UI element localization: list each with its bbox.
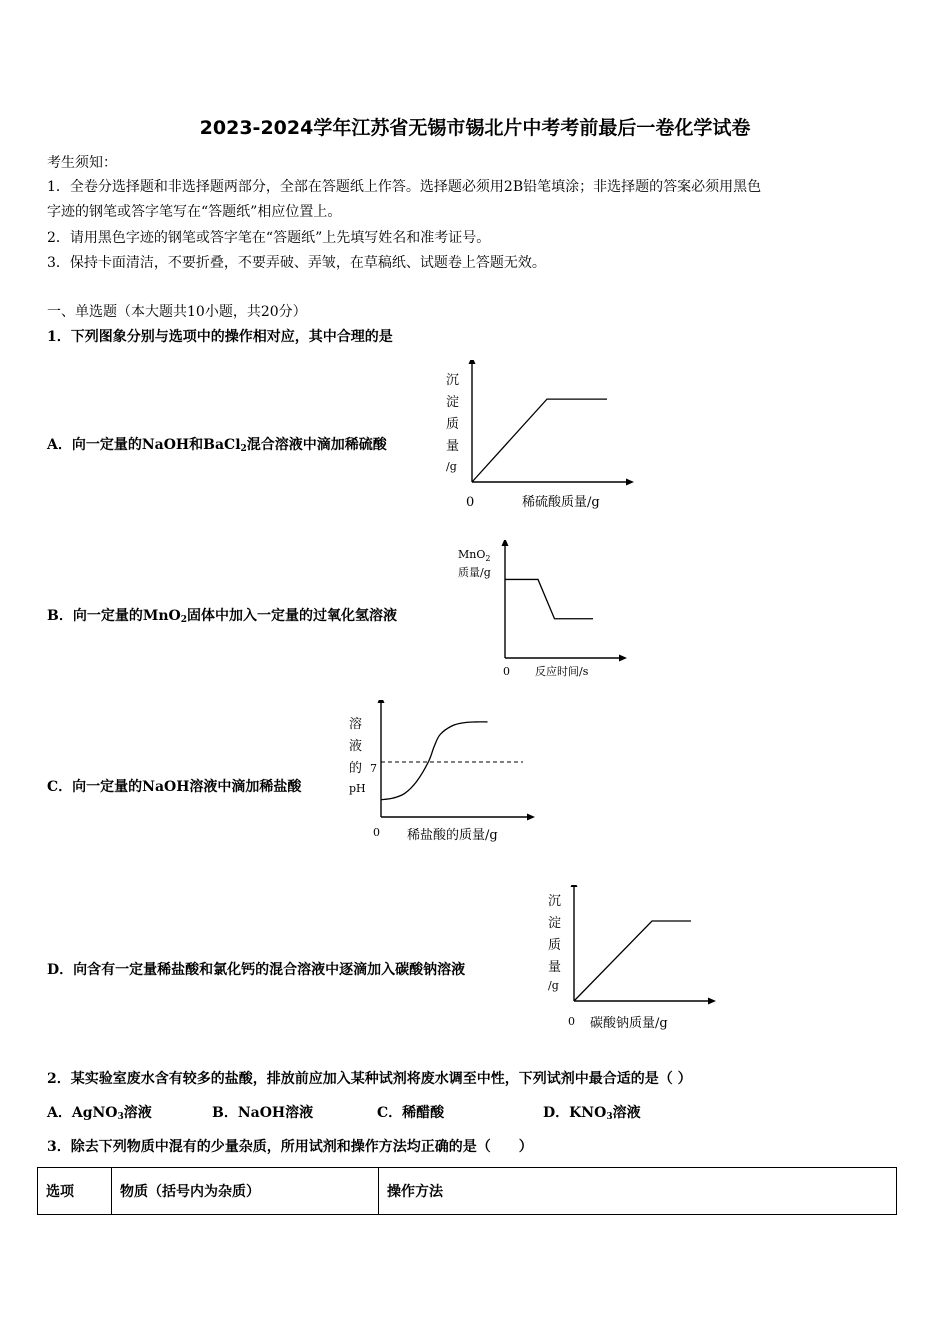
chart-a-ylabel-2: 质 — [446, 417, 460, 432]
section-heading: 一、单选题（本大题共10小题，共20分） — [47, 304, 307, 320]
chart-c-ylabel-1: 液 — [349, 739, 363, 754]
chart-b-ylabel-top: MnO$_2$ — [458, 548, 491, 563]
data-line — [381, 722, 488, 800]
chart-d-ylabel-2: 质 — [548, 938, 562, 953]
notice-item-1-line-1: 1．全卷分选择题和非选择题两部分，全部在答题纸上作答。选择题必须用2B铅笔填涂；非选择题的答案必须用黑色 — [47, 179, 762, 195]
option-2d: D．$KNO_3$溶液 — [543, 1105, 641, 1122]
exam-title: 2023-2024学年江苏省无锡市锡北片中考考前最后一卷化学试卷 — [199, 117, 751, 139]
x-axis-arrow — [619, 655, 627, 662]
data-line — [472, 399, 607, 482]
notice-item-1-line-2: 字迹的钢笔或答字笔写在“答题纸”相应位置上。 — [47, 204, 342, 220]
y-axis-arrow — [571, 885, 578, 887]
y-axis-arrow — [469, 360, 476, 364]
question-1-stem: 1．下列图象分别与选项中的操作相对应，其中合理的是 — [47, 329, 393, 345]
x-axis-arrow — [626, 479, 634, 486]
chart-a-plot — [469, 360, 635, 486]
notice-item-2: 2．请用黑色字迹的钢笔或答字笔在“答题纸”上先填写姓名和准考证号。 — [47, 230, 491, 246]
chart-d-yunit: /g — [548, 979, 559, 992]
chart-c-ylabel-2: 的 — [349, 761, 363, 776]
data-line — [505, 579, 593, 618]
chart-a — [440, 360, 640, 520]
x-axis-arrow — [527, 814, 535, 821]
chart-d-ylabel-1: 淀 — [548, 916, 562, 931]
chart-a-yunit: /g — [446, 460, 457, 473]
y-axis-arrow — [502, 540, 509, 546]
chart-c — [345, 700, 535, 850]
option-2c: C．稀醋酸 — [377, 1105, 445, 1121]
chart-d-xlabel: 碳酸钠质量/g — [590, 1016, 668, 1031]
chart-d-plot — [571, 885, 717, 1005]
option-2b: B．NaOH溶液 — [212, 1105, 314, 1121]
y-axis-arrow — [378, 700, 385, 703]
table-header-method: 操作方法 — [379, 1168, 897, 1215]
notice-item-3: 3．保持卡面清洁，不要折叠，不要弄破、弄皱，在草稿纸、试题卷上答题无效。 — [47, 255, 546, 271]
table-header-row — [38, 1168, 897, 1215]
chart-a-origin: 0 — [466, 495, 475, 510]
chart-d — [542, 885, 717, 1035]
chart-c-ref-label: 7 — [370, 762, 377, 775]
option-1b: B．向一定量的MnO$_2$固体中加入一定量的过氧化氢溶液 — [47, 608, 397, 625]
option-1a: A．向一定量的NaOH和BaCl$_2$混合溶液中滴加稀硫酸 — [47, 437, 387, 454]
option-1d: D．向含有一定量稀盐酸和氯化钙的混合溶液中逐滴加入碳酸钠溶液 — [47, 962, 466, 978]
table-header-option: 选项 — [38, 1168, 112, 1215]
chart-d-origin: 0 — [568, 1015, 575, 1028]
chart-c-ylabel-unit: pH — [349, 782, 366, 795]
chart-a-xlabel: 稀硫酸质量/g — [522, 495, 600, 510]
chart-a-ylabel-3: 量 — [446, 439, 460, 454]
question-3-stem: 3．除去下列物质中混有的少量杂质，所用试剂和操作方法均正确的是（ ） — [47, 1139, 533, 1155]
chart-b-plot — [502, 540, 628, 662]
notice-heading: 考生须知： — [47, 155, 117, 171]
chart-b — [455, 540, 630, 685]
chart-c-xlabel: 稀盐酸的质量/g — [407, 828, 498, 843]
chart-b-ylabel-bottom: 质量/g — [458, 566, 491, 579]
chart-a-ylabel-0: 沉 — [446, 373, 460, 388]
data-line — [574, 921, 691, 1001]
chart-b-origin: 0 — [503, 665, 510, 678]
chart-c-origin: 0 — [373, 826, 380, 839]
question-2-stem: 2．某实验室废水含有较多的盐酸，排放前应加入某种试剂将废水调至中性，下列试剂中最合适的是（ ） — [47, 1071, 692, 1087]
chart-d-ylabel-0: 沉 — [548, 894, 562, 909]
chart-c-plot — [378, 700, 536, 821]
option-1c: C．向一定量的NaOH溶液中滴加稀盐酸 — [47, 779, 302, 795]
options-table — [37, 1167, 897, 1215]
chart-c-ylabel-0: 溶 — [349, 717, 363, 732]
chart-b-xlabel: 反应时间/s — [535, 665, 589, 678]
option-2a: A．AgNO$_3$溶液 — [47, 1105, 152, 1122]
chart-d-ylabel-3: 量 — [548, 960, 562, 975]
x-axis-arrow — [708, 998, 716, 1005]
table-header-substance: 物质（括号内为杂质） — [112, 1168, 379, 1215]
chart-a-ylabel-1: 淀 — [446, 395, 460, 410]
